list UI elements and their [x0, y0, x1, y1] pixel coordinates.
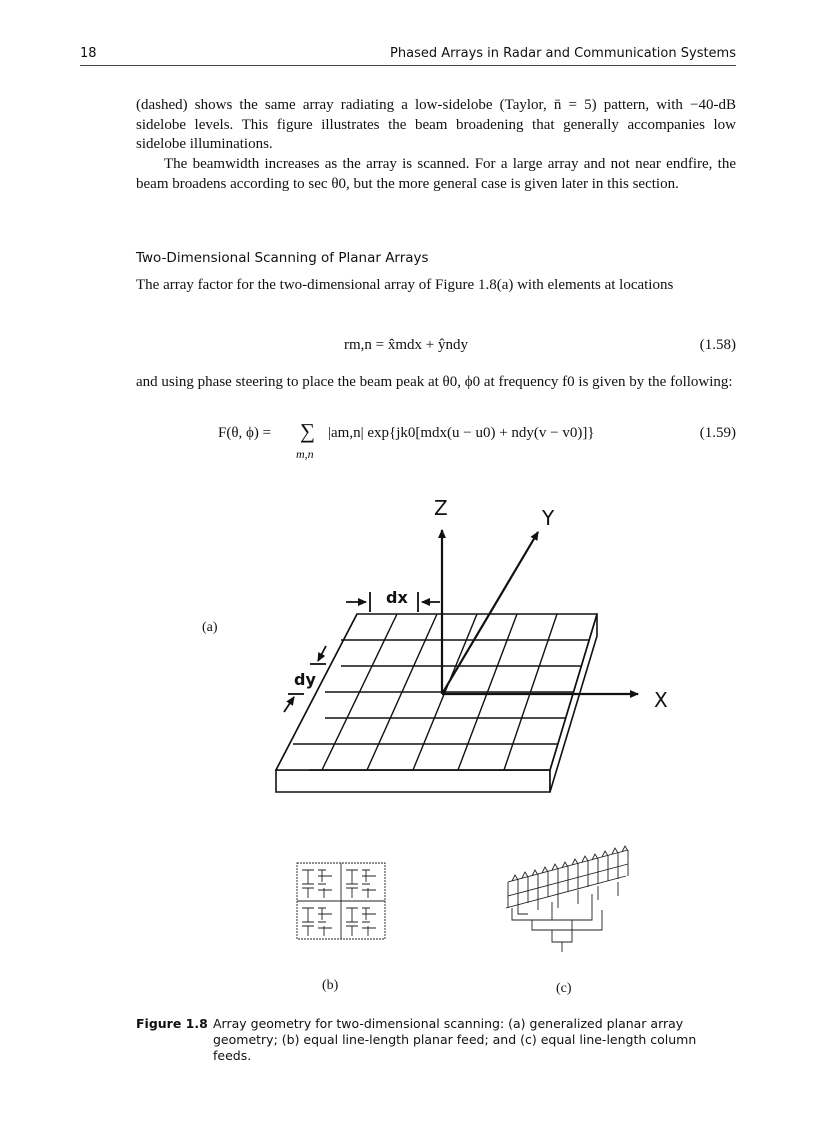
- dy-label: dy: [294, 670, 316, 689]
- figure-caption-text: Array geometry for two-dimensional scanning: (a) generalized planar array geometry; (b) equal line-length planar feed; and (c) equal line-length column feeds.: [213, 1016, 697, 1063]
- paragraph-4: and using phase steering to place the beam peak at θ0, ϕ0 at frequency f0 is given by the following:: [136, 374, 733, 390]
- summation-symbol: ∑: [300, 419, 315, 443]
- summation-index: m,n: [296, 447, 314, 461]
- dx-label: dx: [386, 588, 408, 607]
- paragraph-2: The beamwidth increases as the array is scanned. For a large array and not near endfire, the beam broadens according to sec θ0, but the more general case is given later in this section.: [136, 156, 736, 192]
- h-tree-units: [302, 870, 376, 936]
- paragraph-1: (dashed) shows the same array radiating a low-sidelobe (Taylor, n̄ = 5) pattern, with −40-dB sidelobe levels. This figure illustrates the beam broadening that generally accompanies low sidelobe illuminations.: [136, 97, 736, 152]
- figure-1-8c-column-feeds: [498, 844, 646, 954]
- equation-1-59-number: (1.59): [699, 425, 736, 441]
- equation-1-58-number: (1.58): [699, 337, 736, 353]
- paragraph-3: The array factor for the two-dimensional array of Figure 1.8(a) with elements at locations: [136, 277, 674, 293]
- equation-1-59-body: |am,n| exp{jk0[mdx(u − u0) + ndy(v − v0)]}: [328, 425, 595, 441]
- figure-1-8b-planar-feed: [296, 862, 386, 942]
- running-title: Phased Arrays in Radar and Communication Systems: [390, 46, 736, 61]
- equation-1-58-expression: rm,n = x̂mdx + ŷndy: [344, 337, 468, 353]
- panel-label-b: (b): [322, 978, 339, 993]
- x-axis-label: X: [654, 688, 668, 712]
- panel-label-a: (a): [202, 620, 218, 635]
- panel-label-c: (c): [556, 981, 572, 996]
- equation-1-59-lhs: F(θ, ϕ) =: [218, 425, 272, 441]
- figure-caption-label: Figure 1.8: [136, 1016, 208, 1031]
- page-number: 18: [80, 46, 97, 61]
- section-title: Two-Dimensional Scanning of Planar Arrays: [136, 250, 429, 266]
- z-axis-label: Z: [434, 496, 448, 520]
- y-axis-label: Y: [542, 506, 555, 530]
